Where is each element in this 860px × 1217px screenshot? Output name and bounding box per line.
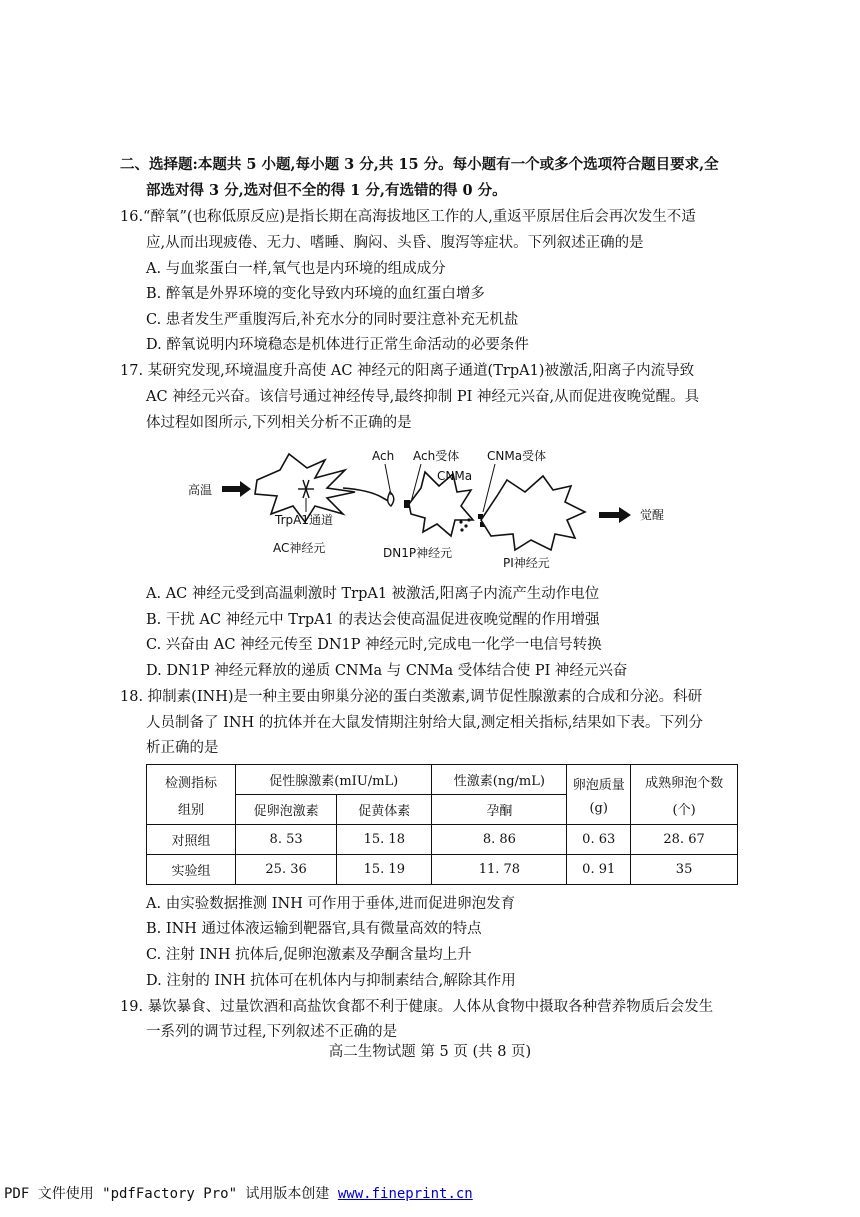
cell-progesterone: 8. 86 bbox=[432, 825, 567, 855]
q16-option-c: C. 患者发生严重腹泻后,补充水分的同时要注意补充无机盐 bbox=[146, 312, 519, 328]
header-gonadotropin: 促性腺激素(mIU/mL) bbox=[236, 765, 432, 795]
ac-axon bbox=[343, 488, 390, 502]
q18-option-b: B. INH 通过体液运输到靶器官,具有微量高效的特点 bbox=[146, 921, 482, 937]
table-row bbox=[147, 855, 738, 885]
label-ac-neuron: AC神经元 bbox=[273, 541, 326, 555]
q18-option-d: D. 注射的 INH 抗体可在机体内与抑制素结合,解除其作用 bbox=[146, 973, 516, 989]
q17-option-b: B. 干扰 AC 神经元中 TrpA1 的表达会使高温促进夜晚觉醒的作用增强 bbox=[146, 612, 600, 628]
page-footer: 高二生物试题 第 5 页 (共 8 页) bbox=[328, 1044, 532, 1060]
header-progesterone: 孕酮 bbox=[432, 795, 567, 825]
fineprint-link[interactable]: www.fineprint.cn bbox=[337, 1186, 473, 1202]
q17-option-c: C. 兴奋由 AC 神经元传至 DN1P 神经元时,完成电一化学一电信号转换 bbox=[146, 637, 602, 653]
label-gaowen: 高温 bbox=[188, 483, 213, 497]
header-index: 检测指标 bbox=[165, 775, 218, 791]
label-cnma: CNMa bbox=[437, 469, 473, 483]
header-follicle-mass-cell bbox=[567, 765, 631, 825]
label-ach: Ach bbox=[372, 449, 395, 463]
header-group: 组别 bbox=[178, 802, 205, 818]
q19-stem-line2: 一系列的调节过程,下列叙述不正确的是 bbox=[146, 1024, 398, 1040]
label-trpa1: TrpA1通道 bbox=[275, 513, 333, 527]
heat-arrow-icon bbox=[222, 481, 251, 497]
header-mature-follicles-unit: (个) bbox=[672, 802, 696, 818]
pi-neuron-shape bbox=[481, 476, 585, 550]
pdf-note-text: PDF 文件使用 "pdfFactory Pro" 试用版本创建 bbox=[4, 1186, 338, 1202]
q17-stem-line2: AC 神经元兴奋。该信号通过神经传导,最终抑制 PI 神经元兴奋,从而促进夜晚觉醒。具 bbox=[146, 389, 700, 405]
header-mature-follicles: 成熟卵泡个数 bbox=[645, 775, 724, 791]
q18-option-a: A. 由实验数据推测 INH 可作用于垂体,进而促进卵泡发育 bbox=[146, 896, 516, 912]
q18-stem-line1: 18. 抑制素(INH)是一种主要由卵巢分泌的蛋白类激素,调节促性腺激素的合成和分泌。科研 bbox=[120, 689, 703, 705]
q18-stem-line3: 析正确的是 bbox=[146, 740, 219, 756]
header-follicle-mass-unit: (g) bbox=[589, 800, 608, 816]
header-mature-follicles-cell bbox=[631, 765, 738, 825]
cell-fsh: 8. 53 bbox=[236, 825, 337, 855]
label-pi-neuron: PI神经元 bbox=[503, 556, 550, 570]
cell-group: 对照组 bbox=[147, 825, 236, 855]
section-instruction-line2: 部选对得 3 分,选对但不全的得 1 分,有选错的得 0 分。 bbox=[146, 182, 507, 199]
q17-option-a: A. AC 神经元受到高温刺激时 TrpA1 被激活,阳离子内流产生动作电位 bbox=[146, 586, 600, 602]
cell-mature-count: 35 bbox=[631, 855, 738, 885]
cell-mature-count: 28. 67 bbox=[631, 825, 738, 855]
q16-stem-line2: 应,从而出现疲倦、无力、嗜睡、胸闷、头昏、腹泻等症状。下列叙述正确的是 bbox=[146, 235, 644, 251]
header-lh: 促黄体素 bbox=[337, 795, 432, 825]
cell-fsh: 25. 36 bbox=[236, 855, 337, 885]
neuron-pathway-diagram bbox=[185, 440, 705, 580]
table-row bbox=[147, 825, 738, 855]
pdf-watermark-note bbox=[4, 1183, 473, 1203]
q17-stem-line3: 体过程如图所示,下列相关分析不正确的是 bbox=[146, 415, 412, 431]
header-sex-hormone: 性激素(ng/mL) bbox=[432, 765, 567, 795]
q16-option-d: D. 醉氧说明内环境稳态是机体进行正常生命活动的必要条件 bbox=[146, 337, 529, 353]
header-follicle-mass: 卵泡质量 bbox=[572, 777, 625, 793]
cell-lh: 15. 19 bbox=[337, 855, 432, 885]
q16-option-a: A. 与血浆蛋白一样,氧气也是内环境的组成成分 bbox=[146, 261, 446, 277]
cell-follicle-mass: 0. 63 bbox=[567, 825, 631, 855]
q18-stem-line2: 人员制备了 INH 的抗体并在大鼠发情期注射给大鼠,测定相关指标,结果如下表。下列分 bbox=[146, 715, 703, 731]
wake-arrow-icon bbox=[599, 507, 631, 523]
header-fsh: 促卵泡激素 bbox=[236, 795, 337, 825]
label-ach-receptor: Ach受体 bbox=[413, 449, 460, 463]
header-cell-index-group bbox=[147, 765, 236, 825]
cell-progesterone: 11. 78 bbox=[432, 855, 567, 885]
q16-stem-line1: 16.“醉氧”(也称低原反应)是指长期在高海拔地区工作的人,重返平原居住后会再次发生不适 bbox=[120, 209, 696, 225]
q18-option-c: C. 注射 INH 抗体后,促卵泡激素及孕酮含量均上升 bbox=[146, 947, 472, 963]
q16-option-b: B. 醉氧是外界环境的变化导致内环境的血红蛋白增多 bbox=[146, 286, 485, 302]
hormone-data-table bbox=[146, 764, 738, 885]
cell-group: 实验组 bbox=[147, 855, 236, 885]
q17-option-d: D. DN1P 神经元释放的递质 CNMa 与 CNMa 受体结合使 PI 神经元兴奋 bbox=[146, 663, 628, 679]
q19-stem-line1: 19. 暴饮暴食、过量饮酒和高盐饮食都不利于健康。人体从食物中摄取各种营养物质后会发生 bbox=[120, 999, 714, 1015]
q17-stem-line1: 17. 某研究发现,环境温度升高使 AC 神经元的阳离子通道(TrpA1)被激活,阳离子内流导致 bbox=[120, 363, 695, 379]
label-juexing: 觉醒 bbox=[640, 508, 665, 522]
ach-pointer bbox=[385, 464, 391, 495]
label-dn1p-neuron: DN1P神经元 bbox=[383, 546, 453, 560]
cell-lh: 15. 18 bbox=[337, 825, 432, 855]
label-cnma-receptor: CNMa受体 bbox=[487, 449, 547, 463]
cell-follicle-mass: 0. 91 bbox=[567, 855, 631, 885]
section-instruction-line1: 二、选择题:本题共 5 小题,每小题 3 分,共 15 分。每小题有一个或多个选项符合题目要求,全 bbox=[120, 156, 719, 173]
